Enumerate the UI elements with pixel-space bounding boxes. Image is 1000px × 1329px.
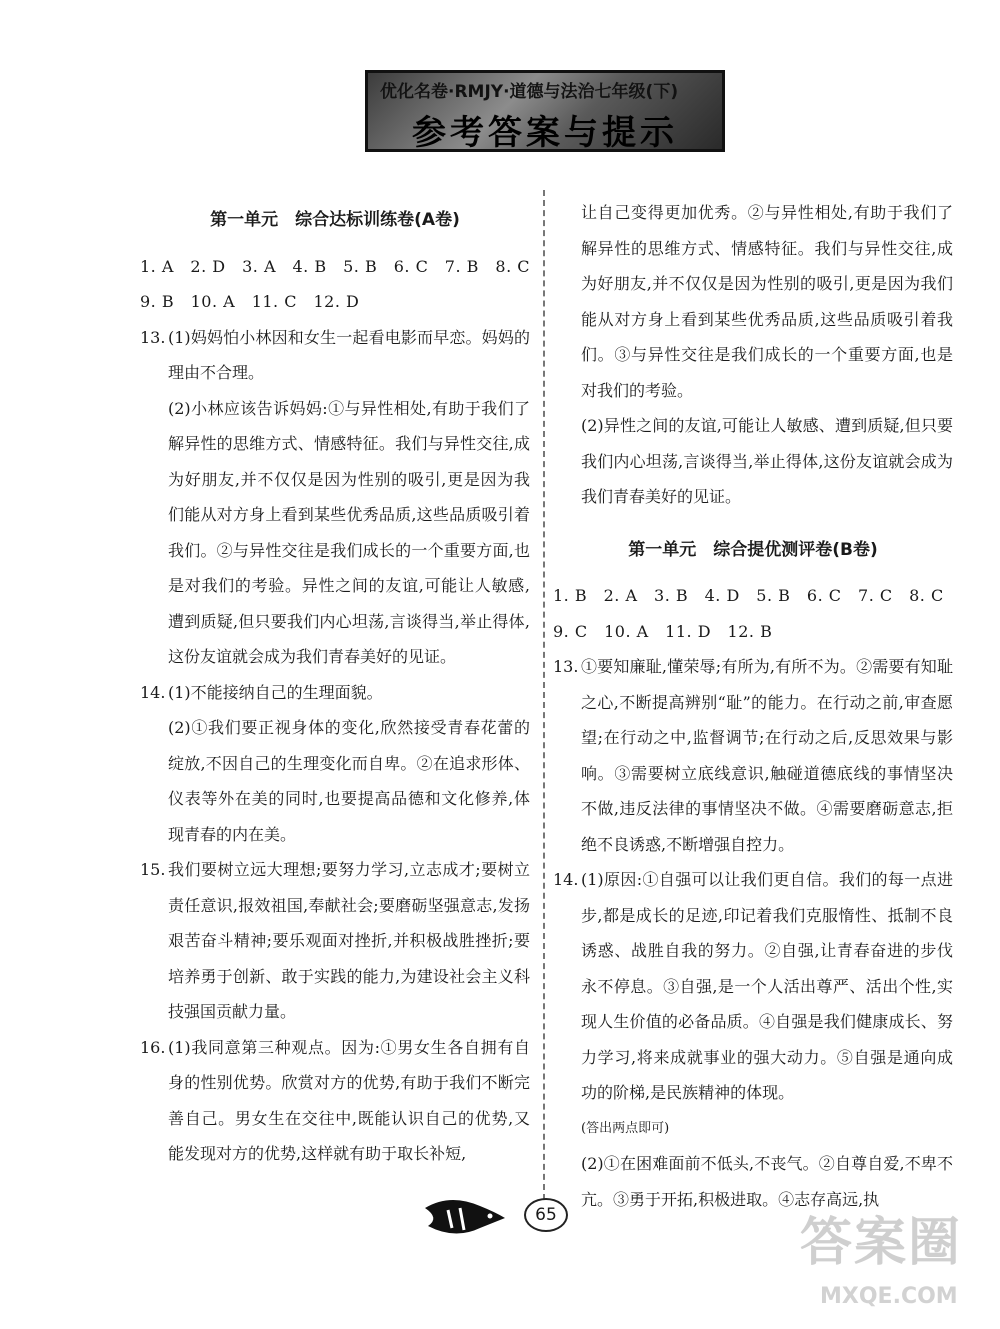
left-column (140, 195, 530, 1172)
answer-paragraph: (2)①我们要正视身体的变化,欣然接受青春花蕾的绽放,不因自己的生理变化而自卑。②在追求形体、仪表等外在美的同时,也要提高品德和文化修养,体现青春的内在美。 (168, 718, 530, 844)
question-body (168, 320, 530, 675)
choice-answers-line: 9. C 10. A 11. D 12. B (553, 621, 773, 641)
section-heading-b: 第一单元 综合提优测评卷(B卷) (628, 539, 878, 560)
right-column (553, 195, 953, 1217)
choice-answers-line: 9. B 10. A 11. C 12. D (140, 292, 360, 311)
answer-paragraph: ①要知廉耻,懂荣辱;有所为,有所不为。②需要有知耻之心,不断提高辨别“耻”的能力。在行动之前,审查愿望;在行动之中,监督调节;在行动之后,反思效果与影响。③需要树立底线意识,触碰道德底线的事情坚决不做,违反法律的事情坚决不做。④需要磨砺意志,拒绝不良诱惑,不断增强自控力。 (581, 657, 953, 854)
answer-paragraph: 让自己变得更加优秀。②与异性相处,有助于我们了解异性的思维方式、情感特征。我们与异性交往,成为好朋友,并不仅仅是因为性别的吸引,更是因为我们能从对方身上看到某些优秀品质,这些品质吸引着我们。③与异性交往是我们成长的一个重要方面,也是对我们的考验。 (581, 203, 953, 400)
question-14 (140, 675, 530, 853)
answer-paragraph: (2)①在困难面前不低头,不丧气。②自尊自爱,不卑不亢。③勇于开拓,积极进取。④志存高远,执 (581, 1154, 953, 1209)
question-number: 16. (140, 1037, 166, 1057)
question-13 (140, 320, 530, 675)
page-footer (420, 1188, 580, 1248)
question-14 (553, 862, 953, 1217)
answer-paragraph: (1)我同意第三种观点。因为:①男女生各自拥有自身的性别优势。欣赏对方的优势,有助于我们不断完善自己。男女生在交往中,既能认识自己的优势,又能发现对方的优势,这样就有助于取长补短, (168, 1037, 530, 1163)
section-heading-a: 第一单元 综合达标训练卷(A卷) (210, 210, 460, 230)
banner-series-title: 优化名卷·RMJY·道德与法治七年级(下) (380, 82, 679, 102)
question-16 (140, 1030, 530, 1172)
answer-paragraph: (2)异性之间的友谊,可能让人敏感、遭到质疑,但只要我们内心坦荡,言谈得当,举止得体,这份友谊就会成为我们青春美好的见证。 (581, 416, 953, 506)
answer-paragraph: 我们要树立远大理想;要努力学习,立志成才;要树立责任意识,报效祖国,奉献社会;要磨砺坚强意志,发扬艰苦奋斗精神;要乐观面对挫折,并积极战胜挫折;要培养勇于创新、敢于实践的能力,为建设社会主义科技强国贡献力量。 (168, 860, 530, 1021)
choice-answers-line: 1. A 2. D 3. A 4. B 5. B 6. C 7. B 8. C (140, 256, 531, 276)
page-number: 65 (524, 1198, 568, 1232)
watermark-url: MXQE.COM (820, 1284, 958, 1309)
question-number: 14. (140, 682, 166, 702)
answer-banner (365, 70, 725, 152)
answer-paragraph: (1)妈妈怕小林因和女生一起看电影而早恋。妈妈的理由不合理。 (168, 327, 530, 382)
question-number: 13. (140, 327, 166, 347)
question-number: 15. (140, 860, 166, 879)
banner-title: 参考答案与提示 (412, 113, 678, 153)
watermark-logo: 答案圈 (800, 1213, 963, 1273)
choice-answers-line: 1. B 2. A 3. B 4. D 5. B 6. C 7. C 8. C (553, 586, 944, 605)
answer-note: (答出两点即可) (581, 1120, 670, 1136)
question-body (581, 862, 953, 1217)
column-divider (543, 190, 545, 1200)
question-number: 13. (553, 657, 579, 676)
answer-paragraph: (1)原因:①自强可以让我们更自信。我们的每一点进步,都是成长的足迹,印记着我们克服惰性、抵制不良诱惑、战胜自我的努力。②自强,让青春奋进的步伐永不停息。③自强,是一个人活出尊严、活出个性,实现人生价值的必备品质。④自强是我们健康成长、努力学习,将来成就事业的强大动力。⑤自强是通向成功的阶梯,是民族精神的体现。 (581, 870, 953, 1102)
site-watermark (800, 1200, 995, 1325)
fish-icon (420, 1188, 510, 1248)
question-13 (553, 649, 953, 862)
question-number: 14. (553, 870, 579, 889)
answer-paragraph: (1)不能接纳自己的生理面貌。 (168, 682, 383, 702)
answer-paragraph: (2)小林应该告诉妈妈:①与异性相处,有助于我们了解异性的思维方式、情感特征。我们与异性交往,成为好朋友,并不仅仅是因为性别的吸引,更是因为我们能从对方身上看到某些优秀品质,这些品质吸引着我们。②与异性交往是我们成长的一个重要方面,也是对我们的考验。异性之间的友谊,可能让人敏感,遭到质疑,但只要我们内心坦荡,言谈得当,举止得体,这份友谊就会成为我们青春美好的见证。 (168, 398, 530, 666)
question-body (168, 675, 530, 853)
question-15 (140, 852, 530, 1030)
